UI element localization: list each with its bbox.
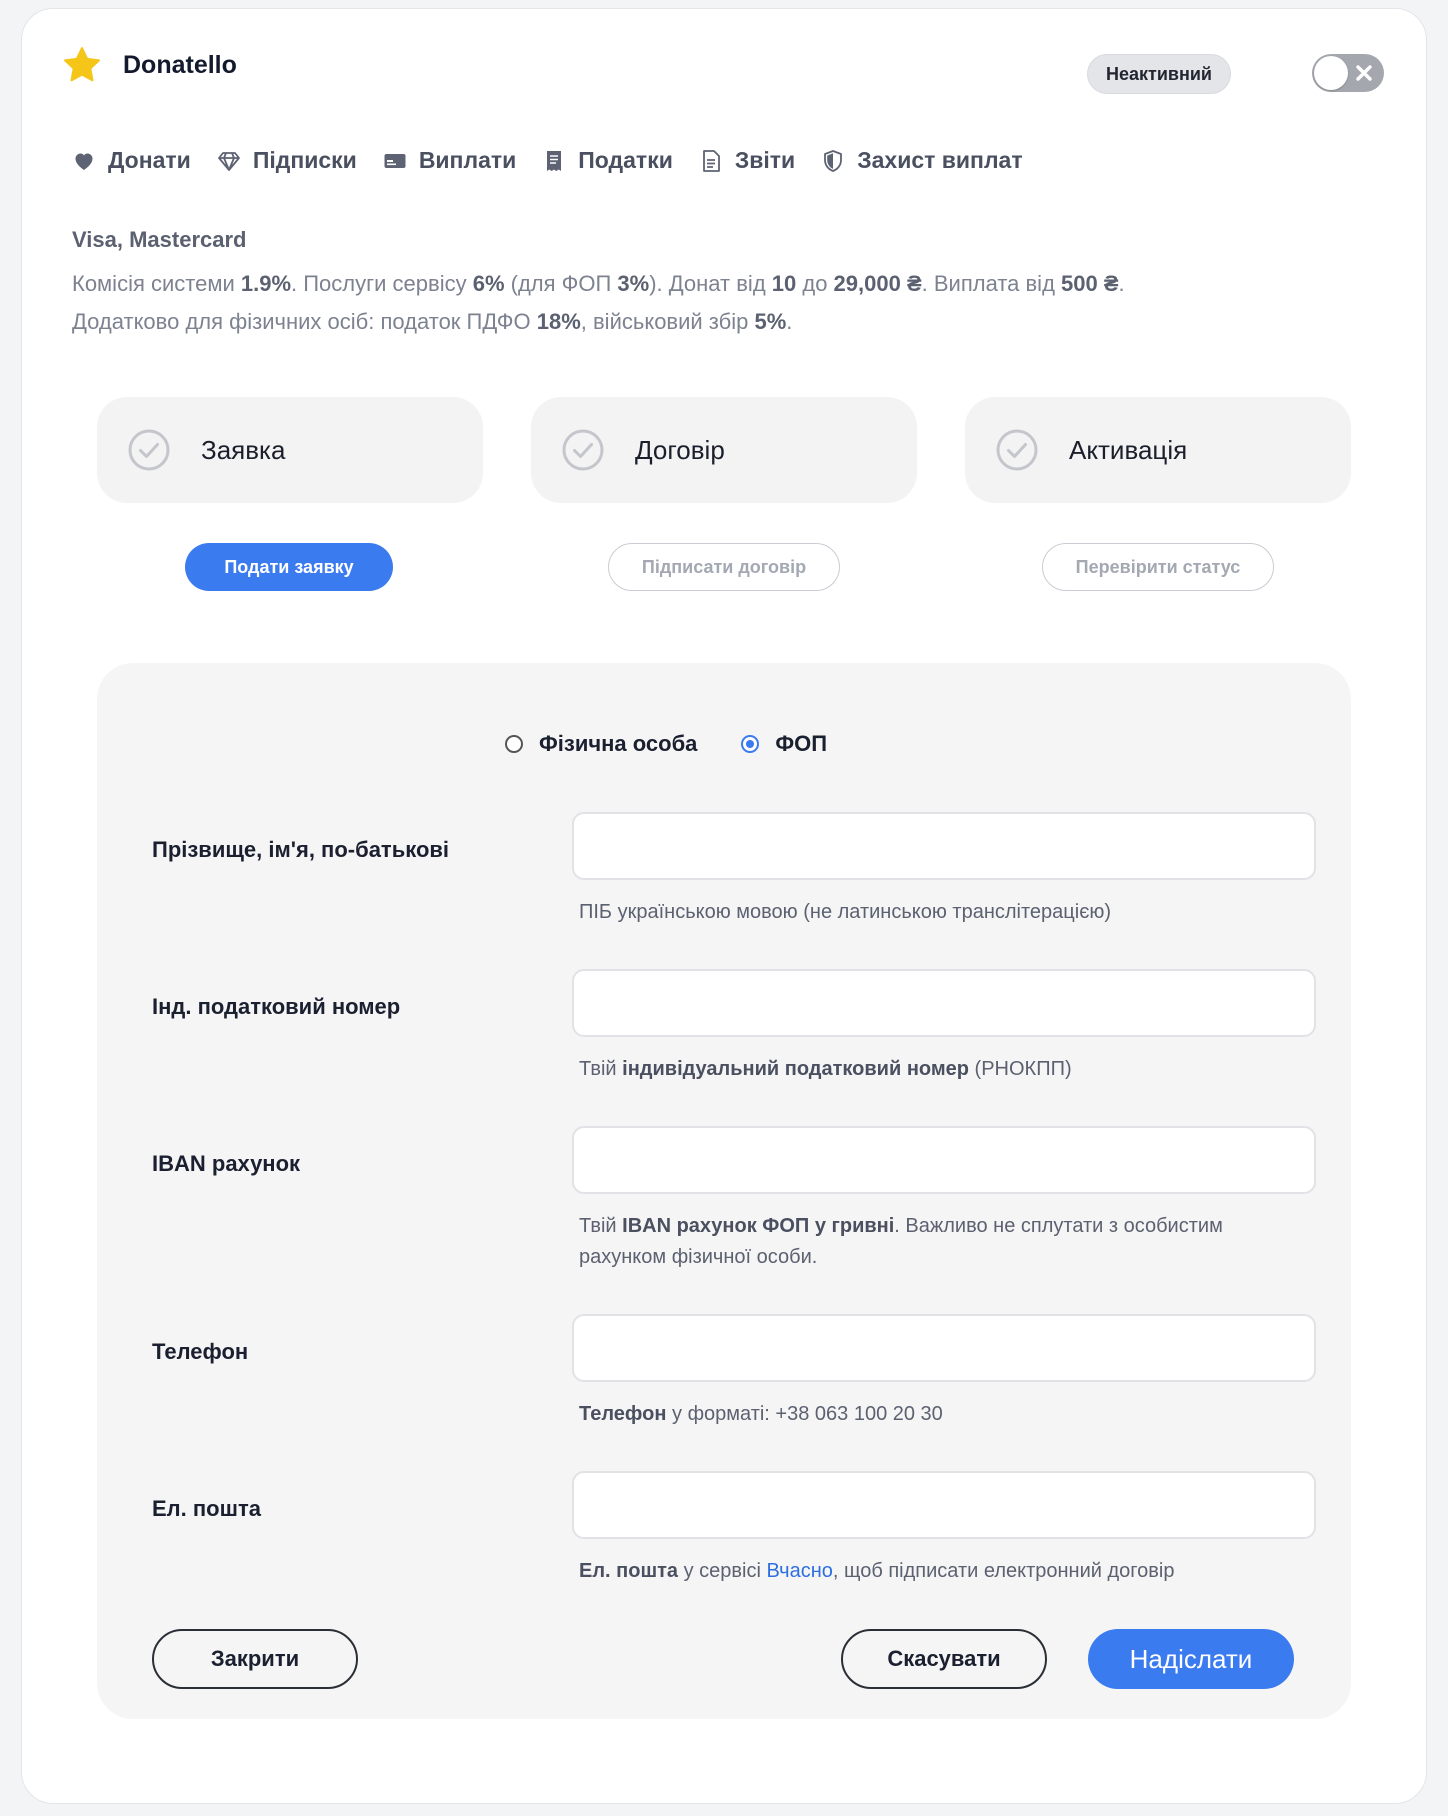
shield-icon <box>821 149 845 173</box>
radio-button[interactable] <box>505 735 523 753</box>
phone-input[interactable] <box>572 1314 1316 1382</box>
tax-id-hint: Твій індивідуальний податковий номер (РНОКПП) <box>579 1058 1072 1080</box>
send-button[interactable]: Надіслати <box>1088 1629 1294 1689</box>
tax-id-label: Інд. податковий номер <box>152 994 401 1019</box>
name-input[interactable] <box>572 812 1316 880</box>
toggle-knob <box>1314 56 1348 90</box>
nav-item-donations[interactable] <box>72 147 191 174</box>
nav-item-label: Виплати <box>418 147 517 173</box>
step-label: Договір <box>635 434 725 465</box>
tax-info: Додатково для фізичних осіб: податок ПДФО 18%, військовий збір 5%. <box>72 309 793 334</box>
nav-item-subscriptions[interactable] <box>217 147 357 174</box>
email-hint: Ел. пошта у сервісі Вчасно, щоб підписати електронний договір <box>579 1560 1175 1582</box>
phone-hint: Телефон у форматі: +38 063 100 20 30 <box>579 1403 943 1425</box>
name-hint: ПІБ українською мовою (не латинською транслітерацією) <box>579 901 1112 923</box>
commission-info: Комісія системи 1.9%. Послуги сервісу 6% (для ФОП 3%). Донат від 10 до 29,000 ₴. Виплата від 500 ₴. <box>72 271 1125 296</box>
activation-toggle[interactable] <box>1312 54 1384 92</box>
diamond-icon <box>217 149 241 173</box>
step-label: Заявка <box>201 434 286 465</box>
nav-item-reports[interactable] <box>699 147 795 174</box>
nav-item-label: Захист виплат <box>857 147 1023 173</box>
submit-application-button[interactable]: Подати заявку <box>185 543 393 591</box>
payment-methods: Visa, Mastercard <box>72 227 247 252</box>
iban-input[interactable] <box>572 1126 1316 1194</box>
document-icon <box>699 149 723 173</box>
check-circle-icon <box>127 428 171 472</box>
entity-type-radio-group <box>505 731 871 757</box>
integration-card <box>21 8 1427 1804</box>
receipt-icon <box>542 149 566 173</box>
nav-item-label: Податки <box>578 147 673 173</box>
section-nav <box>72 147 1049 174</box>
radio-fop[interactable] <box>741 731 827 757</box>
nav-item-label: Підписки <box>252 147 357 173</box>
brand-name: Donatello <box>123 51 237 79</box>
step-label: Активація <box>1069 434 1188 465</box>
vchasno-link[interactable]: Вчасно <box>766 1560 833 1582</box>
close-button[interactable]: Закрити <box>152 1629 358 1689</box>
check-status-button[interactable]: Перевірити статус <box>1042 543 1274 591</box>
email-input[interactable] <box>572 1471 1316 1539</box>
name-label: Прізвище, ім'я, по-батькові <box>152 837 450 862</box>
sign-contract-button[interactable]: Підписати договір <box>608 543 840 591</box>
status-badge: Неактивний <box>1087 54 1231 94</box>
step-activation <box>965 397 1351 503</box>
iban-hint: Твій IBAN рахунок ФОП у гривні. Важливо не сплутати з особистим рахунком фізичної особи. <box>579 1215 1223 1268</box>
check-circle-icon <box>995 428 1039 472</box>
nav-item-label: Звіти <box>734 147 796 173</box>
star-icon <box>62 45 102 85</box>
nav-item-label: Донати <box>108 147 191 173</box>
iban-label: IBAN рахунок <box>152 1151 301 1176</box>
tax-id-input[interactable] <box>572 969 1316 1037</box>
step-contract <box>531 397 917 503</box>
nav-item-payouts[interactable] <box>383 147 516 174</box>
phone-label: Телефон <box>152 1339 249 1364</box>
radio-button[interactable] <box>741 735 759 753</box>
email-label: Ел. пошта <box>152 1496 261 1521</box>
radio-individual[interactable] <box>505 731 697 757</box>
cancel-button[interactable]: Скасувати <box>841 1629 1047 1689</box>
nav-item-taxes[interactable] <box>542 147 673 174</box>
radio-label: ФОП <box>775 731 828 756</box>
nav-item-payout-protection[interactable] <box>821 147 1022 174</box>
radio-label: Фізична особа <box>539 731 698 756</box>
check-circle-icon <box>561 428 605 472</box>
close-icon <box>1354 63 1374 83</box>
heart-icon <box>72 149 96 173</box>
step-application <box>97 397 483 503</box>
credit-card-icon <box>383 149 407 173</box>
